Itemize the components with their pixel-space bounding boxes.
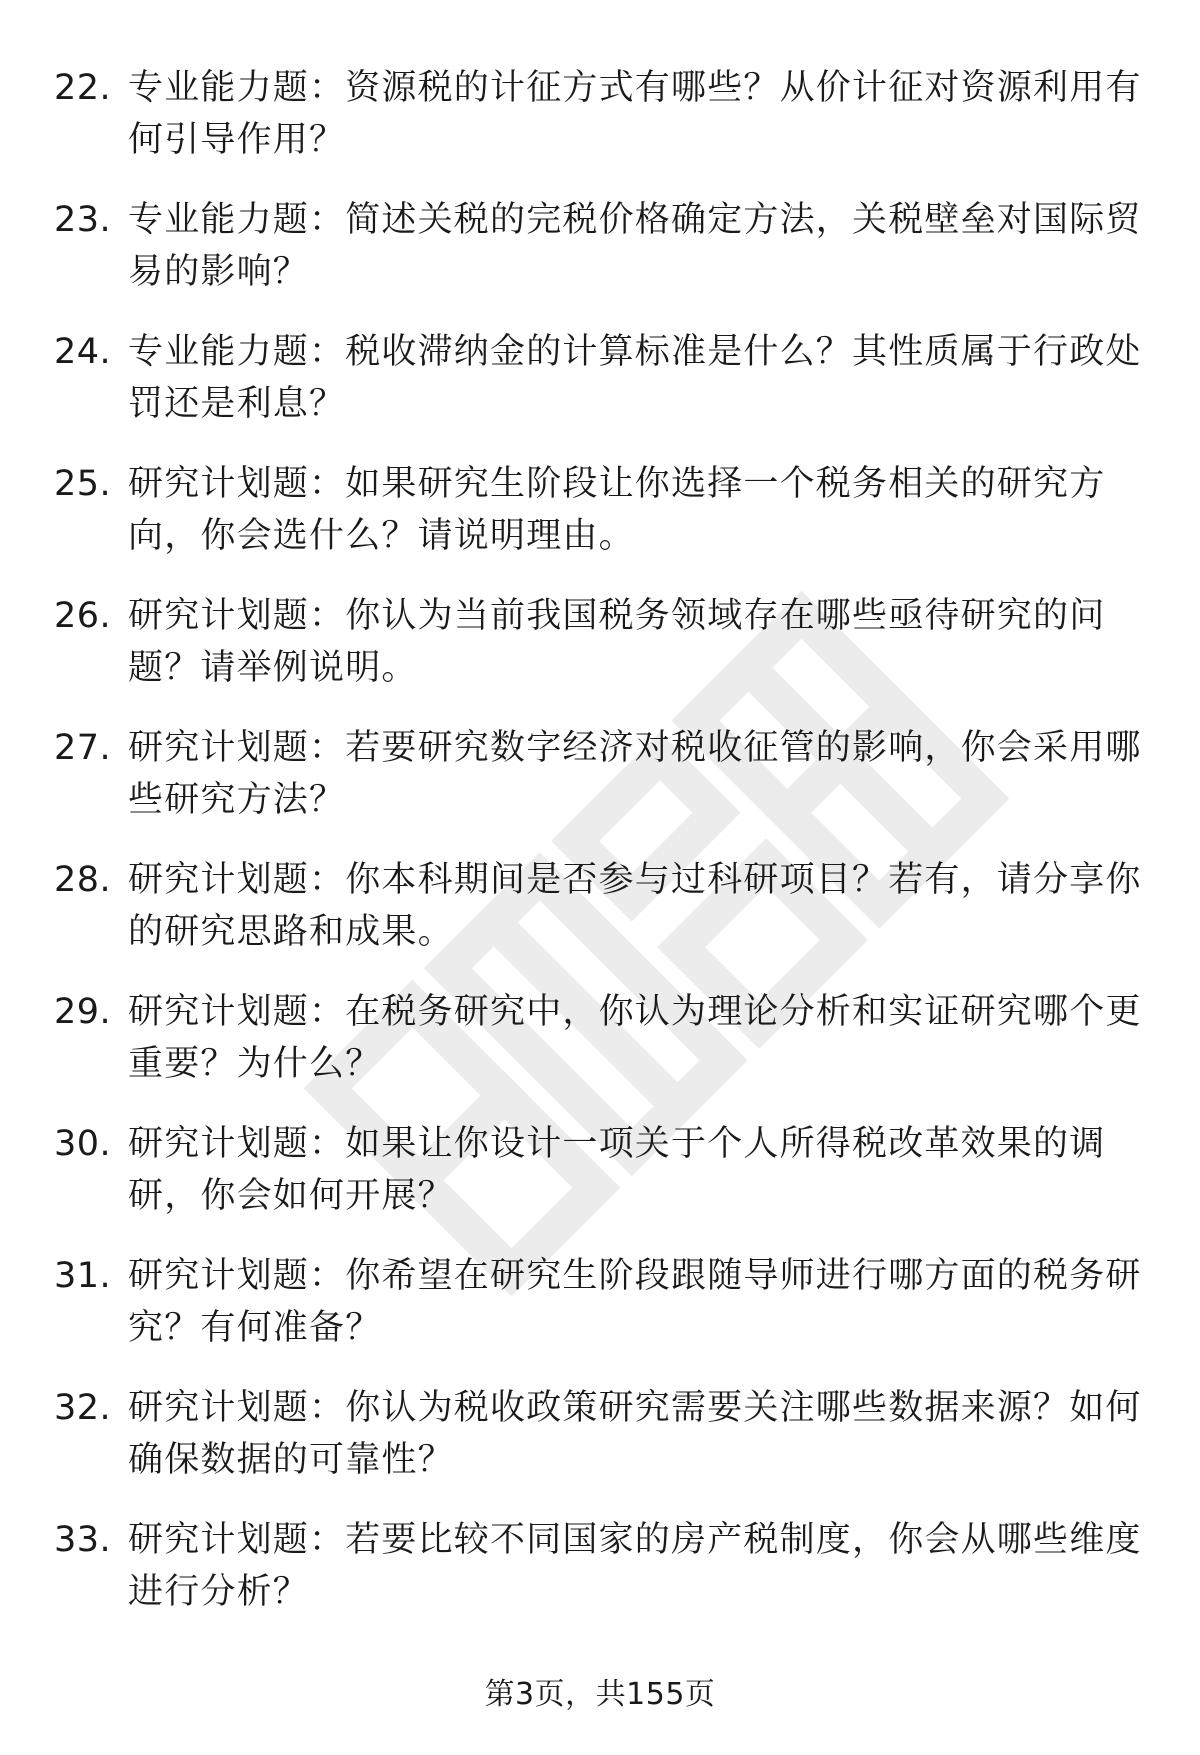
question-text: 专业能力题：资源税的计征方式有哪些？从价计征对资源利用有何引导作用？ (128, 68, 1142, 160)
question-number: 31. (54, 1256, 112, 1296)
question-item (0, 708, 1200, 840)
question-item (0, 1236, 1200, 1368)
question-text: 研究计划题：你认为当前我国税务领域存在哪些亟待研究的问题？请举例说明。 (128, 596, 1106, 688)
question-number: 33. (54, 1520, 112, 1560)
question-number: 30. (54, 1124, 112, 1164)
question-item (0, 312, 1200, 444)
question-list (0, 48, 1200, 1632)
page-number-footer: 第3页，共155页 (484, 1677, 716, 1712)
question-text: 研究计划题：如果让你设计一项关于个人所得税改革效果的调研，你会如何开展？ (128, 1124, 1106, 1216)
question-text: 专业能力题：简述关税的完税价格确定方法，关税壁垒对国际贸易的影响？ (128, 200, 1142, 292)
question-number: 26. (54, 596, 112, 636)
question-text: 研究计划题：若要比较不同国家的房产税制度，你会从哪些维度进行分析？ (128, 1520, 1142, 1612)
question-item (0, 972, 1200, 1104)
question-item (0, 1368, 1200, 1500)
question-text: 专业能力题：税收滞纳金的计算标准是什么？其性质属于行政处罚还是利息？ (128, 332, 1142, 424)
question-item (0, 1104, 1200, 1236)
question-number: 25. (54, 464, 112, 504)
question-item (0, 444, 1200, 576)
question-text: 研究计划题：如果研究生阶段让你选择一个税务相关的研究方向，你会选什么？请说明理由。 (128, 464, 1106, 556)
question-number: 28. (54, 860, 112, 900)
question-item (0, 180, 1200, 312)
question-number: 27. (54, 728, 112, 768)
question-number: 22. (54, 68, 112, 108)
question-item (0, 840, 1200, 972)
question-text: 研究计划题：在税务研究中，你认为理论分析和实证研究哪个更重要？为什么？ (128, 992, 1142, 1084)
question-text: 研究计划题：你本科期间是否参与过科研项目？若有，请分享你的研究思路和成果。 (128, 860, 1142, 952)
question-number: 29. (54, 992, 112, 1032)
question-text: 研究计划题：你希望在研究生阶段跟随导师进行哪方面的税务研究？有何准备？ (128, 1256, 1142, 1348)
question-item (0, 48, 1200, 180)
question-text: 研究计划题：你认为税收政策研究需要关注哪些数据来源？如何确保数据的可靠性？ (128, 1388, 1142, 1480)
question-text: 研究计划题：若要研究数字经济对税收征管的影响，你会采用哪些研究方法？ (128, 728, 1142, 820)
question-item (0, 1500, 1200, 1632)
question-number: 32. (54, 1388, 112, 1428)
question-number: 24. (54, 332, 112, 372)
question-item (0, 576, 1200, 708)
question-number: 23. (54, 200, 112, 240)
